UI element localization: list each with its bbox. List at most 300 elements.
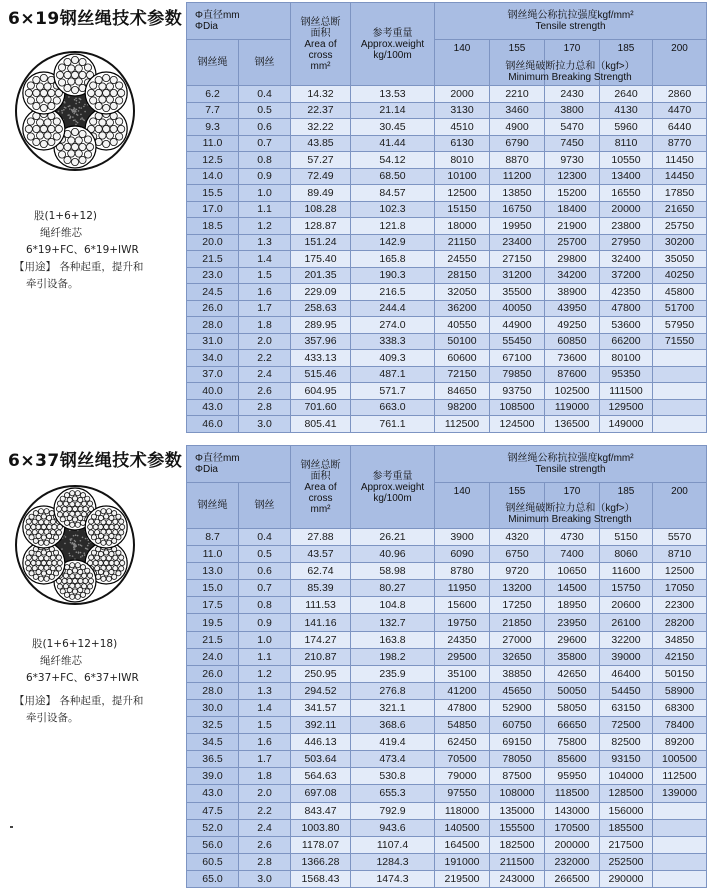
table-cell: 4510 [435, 119, 490, 136]
table-cell: 35500 [490, 284, 545, 301]
table-cell: 15600 [435, 597, 490, 614]
table-cell: 32.5 [187, 717, 239, 734]
table-cell: 0.8 [239, 597, 291, 614]
header-grade: 140 [435, 40, 490, 86]
table-cell: 843.47 [291, 802, 351, 819]
table-cell: 27000 [490, 631, 545, 648]
table-cell: 16550 [600, 185, 653, 202]
table-cell: 43950 [545, 300, 600, 317]
table-cell: 11200 [490, 168, 545, 185]
table-cell: 41200 [435, 682, 490, 699]
table-cell: 104000 [600, 768, 653, 785]
table-cell: 701.60 [291, 399, 351, 416]
table-cell: 85.39 [291, 580, 351, 597]
table-cell: 2.8 [239, 853, 291, 870]
header-strength-cn: 钢丝绳公称抗拉强度kgf/mm² [507, 453, 634, 464]
table-cell: 28.0 [187, 682, 239, 699]
header-wire: 钢丝 [239, 40, 291, 86]
table-cell: 13400 [600, 168, 653, 185]
table-cell: 43.0 [187, 785, 239, 802]
table-cell: 0.9 [239, 614, 291, 631]
section-title: 6×19钢丝绳技术参数 [8, 9, 183, 29]
table-cell: 20600 [600, 597, 653, 614]
table-cell: 1366.28 [291, 853, 351, 870]
table-cell: 8780 [435, 563, 490, 580]
table-cell: 805.41 [291, 416, 351, 433]
table-cell: 290000 [600, 870, 653, 887]
table-cell: 82500 [600, 734, 653, 751]
table-cell: 54.12 [351, 152, 435, 169]
header-weight [351, 3, 435, 86]
table-cell: 165.8 [351, 251, 435, 268]
table-cell: 37200 [600, 267, 653, 284]
table-cell: 2.2 [239, 802, 291, 819]
table-cell: 87500 [490, 768, 545, 785]
table-cell: 93750 [490, 383, 545, 400]
table-cell: 23950 [545, 614, 600, 631]
table-cell: 84.57 [351, 185, 435, 202]
table-cell: 663.0 [351, 399, 435, 416]
table-cell: 23400 [490, 234, 545, 251]
table-cell: 19.5 [187, 614, 239, 631]
table-cell: 3460 [490, 102, 545, 119]
table-cell: 0.8 [239, 152, 291, 169]
table-cell [653, 366, 707, 383]
table-cell: 17.0 [187, 201, 239, 218]
table-cell: 3900 [435, 529, 490, 546]
header-area-cn: 钢丝总断面积 [300, 16, 341, 39]
table-cell: 2.4 [239, 819, 291, 836]
header-dia-cn: Φ直径mm [195, 10, 240, 21]
table-cell: 44900 [490, 317, 545, 334]
table-cell: 60750 [490, 717, 545, 734]
table-cell: 24350 [435, 631, 490, 648]
table-cell: 111.53 [291, 597, 351, 614]
table-cell: 27150 [490, 251, 545, 268]
table-cell: 21.5 [187, 251, 239, 268]
table-cell: 34200 [545, 267, 600, 284]
table-cell: 25700 [545, 234, 600, 251]
table-cell: 38850 [490, 665, 545, 682]
table-cell: 419.4 [351, 734, 435, 751]
core-type: 绳纤维芯 [40, 227, 82, 239]
header-wire: 钢丝 [239, 483, 291, 529]
table-cell: 0.5 [239, 546, 291, 563]
table-cell: 66200 [600, 333, 653, 350]
table-cell: 124500 [490, 416, 545, 433]
table-cell: 211500 [490, 853, 545, 870]
table-cell: 30.0 [187, 699, 239, 716]
table-cell: 0.7 [239, 135, 291, 152]
table-cell: 12300 [545, 168, 600, 185]
table-row [187, 614, 707, 631]
table-cell: 266500 [545, 870, 600, 887]
table-cell: 7.7 [187, 102, 239, 119]
table-cell: 229.09 [291, 284, 351, 301]
table-cell: 72150 [435, 366, 490, 383]
table-row [187, 699, 707, 716]
table-cell: 18950 [545, 597, 600, 614]
table-cell: 4320 [490, 529, 545, 546]
header-weight-unit: kg/100m [373, 49, 412, 61]
table-cell: 23.0 [187, 267, 239, 284]
table-cell: 943.6 [351, 819, 435, 836]
table-cell: 52.0 [187, 819, 239, 836]
table-cell: 29500 [435, 648, 490, 665]
table-cell: 12500 [435, 185, 490, 202]
table-cell: 4900 [490, 119, 545, 136]
table-cell: 2640 [600, 86, 653, 103]
table-cell: 100500 [653, 751, 707, 768]
table-cell: 2430 [545, 86, 600, 103]
table-cell: 1.5 [239, 717, 291, 734]
table-cell: 18.5 [187, 218, 239, 235]
table-cell: 30200 [653, 234, 707, 251]
table-row [187, 399, 707, 416]
header-strength-en: Tensile strength [535, 464, 606, 475]
table-cell: 201.35 [291, 267, 351, 284]
table-cell: 45650 [490, 682, 545, 699]
table-cell: 27.88 [291, 529, 351, 546]
table-row [187, 86, 707, 103]
table-cell: 15.0 [187, 580, 239, 597]
table-cell: 198.2 [351, 648, 435, 665]
table-cell: 30.45 [351, 119, 435, 136]
table-cell: 17050 [653, 580, 707, 597]
table-row [187, 734, 707, 751]
table-cell: 11.0 [187, 546, 239, 563]
table-cell: 6.2 [187, 86, 239, 103]
table-cell: 149000 [600, 416, 653, 433]
table-cell [653, 383, 707, 400]
table-cell: 1.0 [239, 631, 291, 648]
table-cell: 232000 [545, 853, 600, 870]
header-breaking-en: Minimum Breaking Strength [508, 514, 632, 525]
table-cell: 11450 [653, 152, 707, 169]
table-cell: 40250 [653, 267, 707, 284]
table-row [187, 785, 707, 802]
table-cell [653, 416, 707, 433]
table-cell: 2.4 [239, 366, 291, 383]
table-cell: 136500 [545, 416, 600, 433]
table-cell: 41.44 [351, 135, 435, 152]
table-cell: 19750 [435, 614, 490, 631]
table-cell: 1284.3 [351, 853, 435, 870]
table-cell: 35100 [435, 665, 490, 682]
table-cell: 243000 [490, 870, 545, 887]
table-cell: 2.0 [239, 333, 291, 350]
table-cell: 20000 [600, 201, 653, 218]
table-cell: 3.0 [239, 870, 291, 887]
table-cell: 11950 [435, 580, 490, 597]
table-cell: 26100 [600, 614, 653, 631]
usage-label: 【用途】 [14, 695, 56, 707]
table-cell: 11.0 [187, 135, 239, 152]
table-cell: 1568.43 [291, 870, 351, 887]
table-cell: 118000 [435, 802, 490, 819]
table-cell: 210.87 [291, 648, 351, 665]
table-row [187, 300, 707, 317]
table-cell: 11600 [600, 563, 653, 580]
table-cell: 1.8 [239, 768, 291, 785]
core-codes: 6*19+FC、6*19+IWR [26, 244, 139, 256]
table-cell: 6750 [490, 546, 545, 563]
table-cell: 29600 [545, 631, 600, 648]
table-cell: 191000 [435, 853, 490, 870]
table-row [187, 234, 707, 251]
header-breaking-cn: 钢丝绳破断拉力总和（kgf>） [505, 503, 635, 514]
table-cell [653, 819, 707, 836]
table-cell: 112500 [653, 768, 707, 785]
table-cell: 68.50 [351, 168, 435, 185]
table-cell: 67100 [490, 350, 545, 367]
table-cell: 1003.80 [291, 819, 351, 836]
table-cell: 42650 [545, 665, 600, 682]
table-cell: 792.9 [351, 802, 435, 819]
header-grade: 185 [600, 483, 653, 529]
usage-label: 【用途】 [14, 261, 56, 273]
table-cell: 151.24 [291, 234, 351, 251]
table-cell: 89200 [653, 734, 707, 751]
table-cell: 761.1 [351, 416, 435, 433]
table-row [187, 119, 707, 136]
table-cell: 95950 [545, 768, 600, 785]
table-cell: 8010 [435, 152, 490, 169]
table-cell: 26.0 [187, 665, 239, 682]
table-cell: 49250 [545, 317, 600, 334]
table-cell: 4470 [653, 102, 707, 119]
table-cell: 78050 [490, 751, 545, 768]
table-cell: 35800 [545, 648, 600, 665]
header-grade: 185 [600, 40, 653, 86]
table-row [187, 383, 707, 400]
table-row [187, 631, 707, 648]
table-cell: 6090 [435, 546, 490, 563]
table-cell: 14.0 [187, 168, 239, 185]
table-cell: 69150 [490, 734, 545, 751]
table-cell: 87600 [545, 366, 600, 383]
table-cell: 2.6 [239, 383, 291, 400]
table-cell [653, 350, 707, 367]
table-cell: 155500 [490, 819, 545, 836]
table-cell: 5570 [653, 529, 707, 546]
table-row [187, 317, 707, 334]
table-cell: 27950 [600, 234, 653, 251]
table-row [187, 597, 707, 614]
table-cell: 13.0 [187, 563, 239, 580]
table-cell: 13850 [490, 185, 545, 202]
table-row [187, 152, 707, 169]
table-cell: 142.9 [351, 234, 435, 251]
table-cell: 10650 [545, 563, 600, 580]
table-cell: 36200 [435, 300, 490, 317]
table-cell: 43.85 [291, 135, 351, 152]
table-cell: 3800 [545, 102, 600, 119]
table-cell [653, 802, 707, 819]
table-cell: 2.0 [239, 785, 291, 802]
table-cell: 6130 [435, 135, 490, 152]
table-cell: 128.87 [291, 218, 351, 235]
table-row [187, 853, 707, 870]
table-row [187, 768, 707, 785]
table-cell: 8770 [653, 135, 707, 152]
table-row [187, 836, 707, 853]
table-cell: 0.6 [239, 563, 291, 580]
table-cell: 276.8 [351, 682, 435, 699]
table-cell: 1.5 [239, 267, 291, 284]
table-cell: 2210 [490, 86, 545, 103]
table-cell: 15.5 [187, 185, 239, 202]
table-cell [653, 836, 707, 853]
header-grade: 200 [653, 40, 707, 86]
table-cell: 17.5 [187, 597, 239, 614]
table-cell: 0.7 [239, 580, 291, 597]
table-cell: 3.0 [239, 416, 291, 433]
table-cell: 89.49 [291, 185, 351, 202]
table-cell: 175.40 [291, 251, 351, 268]
table-cell: 70500 [435, 751, 490, 768]
table-cell: 71550 [653, 333, 707, 350]
table-cell: 68300 [653, 699, 707, 716]
table-cell: 446.13 [291, 734, 351, 751]
table-cell: 43.57 [291, 546, 351, 563]
table-cell: 170500 [545, 819, 600, 836]
table-cell: 19950 [490, 218, 545, 235]
table-cell [653, 853, 707, 870]
table-cell: 31200 [490, 267, 545, 284]
table-cell: 32.22 [291, 119, 351, 136]
table-cell: 503.64 [291, 751, 351, 768]
header-grade: 140 [435, 483, 490, 529]
table-cell: 140500 [435, 819, 490, 836]
table-row [187, 529, 707, 546]
table-cell: 8.7 [187, 529, 239, 546]
table-row [187, 580, 707, 597]
table-cell: 1.4 [239, 699, 291, 716]
table-cell: 0.6 [239, 119, 291, 136]
table-cell: 252500 [600, 853, 653, 870]
table-row [187, 751, 707, 768]
rope-info-6x19 [14, 208, 143, 293]
table-cell: 28200 [653, 614, 707, 631]
table-cell: 34850 [653, 631, 707, 648]
table-cell: 95350 [600, 366, 653, 383]
table-cell: 40.96 [351, 546, 435, 563]
section-title: 6×37钢丝绳技术参数 [8, 451, 183, 471]
strand-construction: 股(1+6+12) [34, 210, 98, 222]
table-cell: 79850 [490, 366, 545, 383]
table-cell: 409.3 [351, 350, 435, 367]
table-cell: 7450 [545, 135, 600, 152]
usage-text: 各种起重，提升和 [59, 261, 144, 273]
table-cell: 32050 [435, 284, 490, 301]
table-cell: 274.0 [351, 317, 435, 334]
table-cell: 1.7 [239, 300, 291, 317]
header-rope: 钢丝绳 [187, 40, 239, 86]
table-cell: 1.1 [239, 648, 291, 665]
table-cell: 43.0 [187, 399, 239, 416]
table-cell: 13.53 [351, 86, 435, 103]
table-cell: 6790 [490, 135, 545, 152]
table-cell: 45800 [653, 284, 707, 301]
table-cell: 0.5 [239, 102, 291, 119]
header-area [291, 3, 351, 86]
table-cell: 289.95 [291, 317, 351, 334]
table-cell: 21.5 [187, 631, 239, 648]
core-type: 绳纤维芯 [40, 655, 82, 667]
table-cell: 9.3 [187, 119, 239, 136]
table-cell: 200000 [545, 836, 600, 853]
header-weight-en: Approx.weight [360, 481, 425, 493]
header-grade: 170 [545, 483, 600, 529]
table-cell: 163.8 [351, 631, 435, 648]
table-cell: 17250 [490, 597, 545, 614]
table-cell: 18400 [545, 201, 600, 218]
table-cell: 321.1 [351, 699, 435, 716]
table-cell: 216.5 [351, 284, 435, 301]
table-cell: 21850 [490, 614, 545, 631]
table-cell: 62.74 [291, 563, 351, 580]
header-strength-cn: 钢丝绳公称抗拉强度kgf/mm² [507, 10, 634, 21]
table-cell: 697.08 [291, 785, 351, 802]
table-cell: 78400 [653, 717, 707, 734]
table-cell: 8710 [653, 546, 707, 563]
table-row [187, 201, 707, 218]
table-cell: 1.0 [239, 185, 291, 202]
strand-construction: 股(1+6+12+18) [32, 638, 118, 650]
table-cell: 135000 [490, 802, 545, 819]
table-cell: 0.9 [239, 168, 291, 185]
table-cell: 121.8 [351, 218, 435, 235]
table-cell: 73600 [545, 350, 600, 367]
table-cell: 132.7 [351, 614, 435, 631]
table-row [187, 546, 707, 563]
table-cell: 57950 [653, 317, 707, 334]
header-area-unit: mm² [310, 503, 331, 515]
table-cell: 39.0 [187, 768, 239, 785]
table-cell: 47.5 [187, 802, 239, 819]
table-cell: 54850 [435, 717, 490, 734]
table-cell: 258.63 [291, 300, 351, 317]
table-cell: 42350 [600, 284, 653, 301]
table-cell: 65.0 [187, 870, 239, 887]
table-cell: 1.2 [239, 218, 291, 235]
table-cell: 392.11 [291, 717, 351, 734]
table-cell: 4730 [545, 529, 600, 546]
table-cell: 2.6 [239, 836, 291, 853]
table-cell: 39000 [600, 648, 653, 665]
table-cell: 473.4 [351, 751, 435, 768]
table-cell: 28150 [435, 267, 490, 284]
table-cell: 14.32 [291, 86, 351, 103]
table-cell: 12.5 [187, 152, 239, 169]
table-cell: 38900 [545, 284, 600, 301]
table-cell: 22.37 [291, 102, 351, 119]
table-cell: 164500 [435, 836, 490, 853]
table-cell: 97550 [435, 785, 490, 802]
table-cell: 56.0 [187, 836, 239, 853]
table-cell: 50100 [435, 333, 490, 350]
table-cell: 141.16 [291, 614, 351, 631]
table-cell: 13200 [490, 580, 545, 597]
table-cell: 1.3 [239, 682, 291, 699]
table-cell: 108.28 [291, 201, 351, 218]
table-row [187, 135, 707, 152]
table-cell: 14450 [653, 168, 707, 185]
header-weight [351, 446, 435, 529]
table-row [187, 185, 707, 202]
table-cell: 93150 [600, 751, 653, 768]
